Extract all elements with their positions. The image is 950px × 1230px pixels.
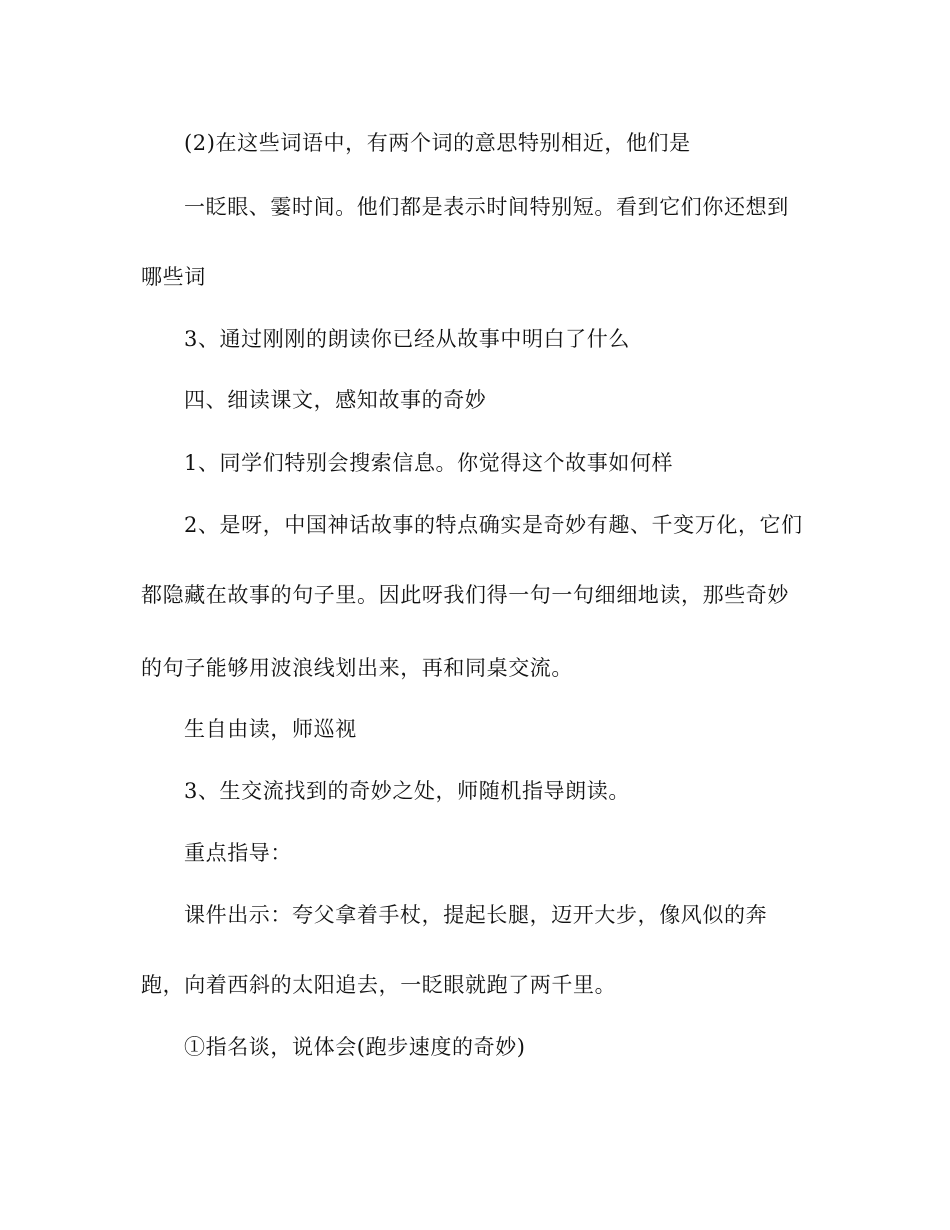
section-heading: 四、细读课文，感知故事的奇妙 [184, 388, 487, 412]
paragraph-line: 哪些词 [141, 265, 206, 289]
paragraph-line: 重点指导： [184, 841, 292, 865]
paragraph-line: 生自由读，师巡视 [184, 717, 357, 741]
paragraph-line: ①指名谈，说体会(跑步速度的奇妙) [184, 1035, 526, 1059]
paragraph-line: 都隐藏在故事的句子里。因此呀我们得一句一句细细地读，那些奇妙 [141, 583, 789, 607]
paragraph-line: 课件出示：夸父拿着手杖，提起长腿，迈开大步，像风似的奔 [184, 903, 768, 927]
paragraph-line: 一眨眼、霎时间。他们都是表示时间特别短。看到它们你还想到 [184, 195, 789, 219]
paragraph-line: 的句子能够用波浪线划出来，再和同桌交流。 [141, 656, 573, 680]
paragraph-line: 3、通过刚刚的朗读你已经从故事中明白了什么 [184, 327, 630, 351]
paragraph-line: (2)在这些词语中，有两个词的意思特别相近，他们是 [184, 131, 691, 155]
paragraph-line: 1、同学们特别会搜索信息。你觉得这个故事如何样 [184, 451, 674, 475]
paragraph-line: 跑，向着西斜的太阳追去，一眨眼就跑了两千里。 [141, 973, 617, 997]
paragraph-line: 3、生交流找到的奇妙之处，师随机指导朗读。 [184, 779, 630, 803]
paragraph-line: 2、是呀，中国神话故事的特点确实是奇妙有趣、千变万化，它们 [184, 513, 803, 537]
